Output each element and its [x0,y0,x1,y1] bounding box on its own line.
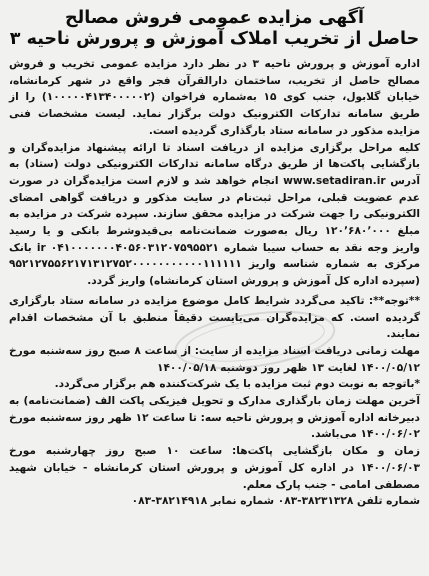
notice-title-line-2: حاصل از تخریب املاک آموزش و پرورش ناحیه ۳ [9,29,420,49]
paragraph-attention: **توجه**: تاکید می‌گردد شرایط کامل موضوع مزایده در سامانه ستاد بارگزاری گردیده است. که مزایده‌گران می‌بایست دقیقاً منطبق با آن مشخصات اقدام نمایند. [9,294,420,341]
paragraph-intro: اداره آموزش و پرورش ناحیه ۳ در نظر دارد مزایده عمومی تخریب و فروش مصالح حاصل از تخریب، ساختمان دارالقرآن فجر واقع در شهر کرمانشاه، خیابان گلابول، جنب کوی ۱۵ به‌شماره فراخوان (۱۰۰۰۰۰۴۱۳۴۰۰۰۰۰۲) را از طریق سامانه تدارکات الکترونیک دولت برگزار نماید. لیست مشخصات فنی مزایده مذکور در سامانه ستاد بارگذاری گردیده است. [9,58,420,137]
paragraph-document-deadline: مهلت زمانی دریافت اسناد مزایده از سایت: از ساعت ۸ صبح روز سه‌شنبه مورخ ۱۴۰۰/۰۵/۱۲ لغایت ۱۳ ظهر روز دوشنبه ۱۴۰۰/۰۵/۱۸ [9,344,420,374]
paragraph-contact-numbers: شماره تلفن ۳۸۲۳۱۳۲۸-۰۸۳ شماره نمابر ۳۸۲۱۴۹۱۸-۰۸۳ [131,495,420,508]
notice-body [9,56,420,510]
notice-title-line-1: آگهی مزایده عمومی فروش مصالح [65,8,364,28]
paragraph-upload-deadline: آخرین مهلت زمان بارگذاری مدارک و تحویل فیزیکی پاکت الف (ضمانت‌نامه) به دبیرخانه اداره آموزش و پرورش ناحیه سه: تا ساعت ۱۲ ظهر روز سه‌شنبه مورخ ۱۴۰۰/۰۶/۰۲ می‌باشد. [9,395,420,441]
paragraph-opening-time-place: زمان و مکان بازگشایی پاکت‌ها: ساعت ۱۰ صبح روز چهارشنبه مورخ ۱۴۰۰/۰۶/۰۳ در اداره کل آموزش و پرورش استان کرمانشاه - خیابان شهید مصطفی امامی - جنب پارک معلم. [9,445,420,491]
paragraph-procedure: کلیه مراحل برگزاری مزایده از دریافت اسناد تا ارائه پیشنهاد مزایده‌گران و بازگشایی پاکت‌ها از طریق درگاه سامانه تدارکات الکترونیکی دولت (ستاد) به آدرس www.setadiran.ir انجام خواهد شد و لازم است مزایده‌گران در صورت عدم عضویت قبلی، مراحل ثبت‌نام در سایت مذکور و دریافت گواهی امضای الکترونیکی را جهت شرکت در مزایده محقق سازند. سپرده شرکت در مزایده به مبلغ ۱۲۰٬۶۸۰٬۰۰۰ ریال به‌صورت ضمانت‌نامه بی‌قیدوشرط بانکی و یا رسید واریز وجه نقد به حساب سیبا شماره ir ۰۴۱۰۰۰۰۰۰۰۴۰۵۶۰۳۱۲۰۷۵۹۵۵۲۱ بانک مرکزی به شماره شناسه واریز ۹۵۲۱۲۷۵۵۶۲۱۷۱۳۱۲۷۵۲۰۰۰۰۰۰۰۰۰۰۰۱۱۱۱۱۱ (سپرده اداره کل آموزش و پرورش استان کرمانشاه) واریز گردد. [9,141,420,288]
paragraph-second-round-note: *باتوجه به نوبت دوم ثبت مزایده با یک شرکت‌کننده هم برگزار می‌گردد. [54,378,420,391]
